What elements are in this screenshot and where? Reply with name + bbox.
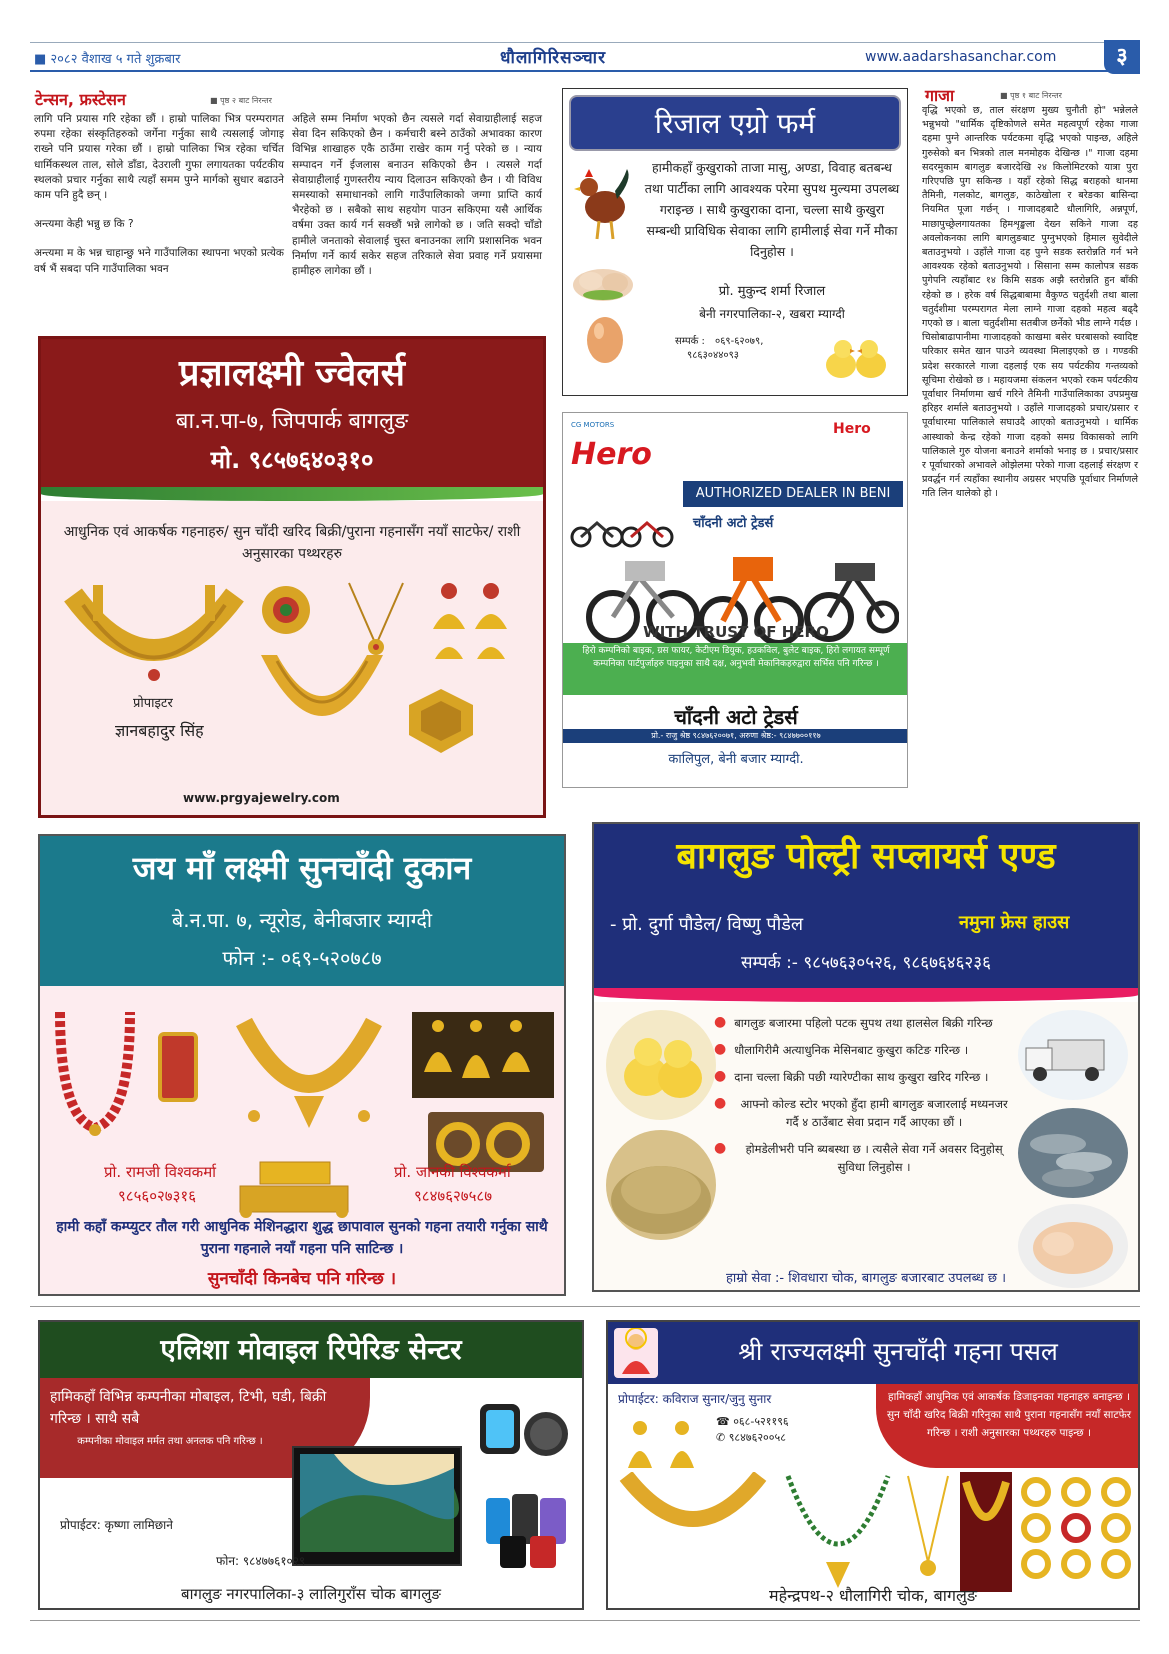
- ad-elisha-desc1: हामिकहाँ विभिन्न कम्पनीका मोबाइल, टिभी, घडी, बिक्री गरिन्छ । साथै सबै: [50, 1389, 327, 1427]
- article-title-right: गाजा: [925, 86, 955, 105]
- green-swoosh: [41, 487, 543, 501]
- list-item: ● धौलागिरीमै अत्याधुनिक मेसिनबाट कुखुरा कटिङ गरिन्छ ।: [714, 1041, 969, 1057]
- ad-rajya-prop: प्रोपाईटर: कविराज सुनार/जुनु सुनार: [618, 1392, 772, 1406]
- gold-earrings-image: [618, 1418, 706, 1478]
- article-left-col1: [34, 112, 284, 291]
- continued-note-right: ■ पृष्ठ १ बाट निरन्तर: [1000, 91, 1062, 100]
- ad-poultry-bullets: [714, 1014, 1014, 1176]
- ad-poultry-contact: सम्पर्क :- ९८५७६३०५२६, ९८६७६४६२३६: [741, 953, 991, 973]
- gold-ring-image: [401, 685, 481, 759]
- ad-elisha-phone: फोन: ९८४७७६१०२९: [216, 1554, 306, 1568]
- hero-trust: WITH TRUST OF HERO: [643, 623, 829, 641]
- ad-poultry-subtitle: नमुना फ्रेस हाउस: [959, 912, 1070, 933]
- gold-rings-grid-image: [1016, 1472, 1136, 1582]
- ad-poultry-title: बागलुङ पोल्ट्री सप्लायर्स एण्ड: [676, 836, 1056, 877]
- gold-bars-image: [230, 1156, 358, 1218]
- divider: [30, 1306, 1140, 1307]
- continued-note-left: ■ पृष्ठ २ बाट निरन्तर: [210, 96, 272, 105]
- hero-shop-top: चाँदनी अटो ट्रेडर्स: [693, 516, 774, 531]
- smartphones-image: [482, 1492, 574, 1572]
- bullet-dot-icon: ●: [714, 1014, 727, 1030]
- gold-necklace-image: [63, 585, 245, 695]
- article-paragraph: लागि पनि प्रयास गरि रहेका छौं । हाम्रो पालिका भित्र परम्परागत रुपमा रहेका संस्कृतिहरुको जर्गेना गर्नुका साथै त्यसलाई जोगाइ राख्ने पनि प्रयास गरेका छौं । हाम्रो पालिका भित्र रहेका चर्चित धार्मिकस्थल ताल, सोले डाँडा, देउराली गुफा लगायतका पर्यटकीय स्थलको प्रचार गर्नुका साथै त्यहाँ समम पुग्ने मार्गको सुधार बढाउने काम पनि हुदै छन् ।: [34, 113, 284, 202]
- ad-jaymaa-title: जय माँ लक्ष्मी सुनचाँदी दुकान: [132, 849, 472, 887]
- hero-shop-name: चाँदनी अटो ट्रेडर्स: [674, 705, 798, 729]
- hero-logo: Hero: [571, 437, 652, 472]
- bullet-dot-icon: ●: [714, 1068, 727, 1084]
- coral-necklace-image: [50, 1008, 140, 1138]
- ad-elisha-prop: प्रोपाईटर: कृष्णा लामिछाने: [60, 1518, 173, 1532]
- bullet-dot-icon: ●: [714, 1041, 727, 1057]
- ad-pragya-address: बा.न.पा-७, जिपपार्क बागलुङ: [175, 409, 409, 434]
- article-left-col2: [292, 112, 542, 293]
- pink-swoosh: [594, 988, 1138, 1002]
- ad-baglung-poultry: [592, 822, 1140, 1292]
- list-item: ● होमडेलीभरी पनि ब्यबस्था छ । त्यसैले सेवा गर्ने अवसर दिनुहोस् सुविधा लिनुहोस ।: [714, 1140, 1003, 1174]
- ad-poultry-footer: हाम्रो सेवा :- शिवधारा चोक, बागलुङ बजारबाट उपलब्ध छ ।: [725, 1271, 1006, 1286]
- smartwatch-image: [470, 1394, 574, 1474]
- article-subheading: अन्त्यमा केही भन्नु छ कि ?: [34, 218, 134, 231]
- rooster-image: [571, 163, 635, 243]
- ad-jaymaa-address: बे.न.पा. ७, न्यूरोड, बेनीबजार म्याग्दी: [171, 908, 433, 932]
- ad-jaymaa-prop2-name: प्रो. जानकी विश्वकर्मा: [394, 1163, 511, 1181]
- gold-necklace-set-image: [234, 1016, 384, 1136]
- feed-grains-image: [606, 1130, 716, 1240]
- hero-desc: हिरो कम्पनिको बाइक, ग्रस फायर, केटीएम डियुक, हउकविल, बुलेट बाइक, हिरो लगायत सम्पूर्ण कम्पनिका पार्टपुर्जाहरु पाइनुका साथै दक्ष, अनुभवी मेकानिकहरुद्वारा सर्भिस पनि गरिन्छ ।: [563, 643, 908, 695]
- ring-image: [259, 583, 313, 637]
- ad-elisha-desc2: कम्पनीका मोवाइल मर्मत तथा अनलक पनि गरिन्छ ।: [77, 1436, 263, 1447]
- ad-rajya-phone1: ☎ ०६८-५२११९६: [716, 1415, 789, 1428]
- article-paragraph: अन्त्यमा म के भन्न चाहान्छु भने गाउँपालिका स्थापना भएको प्रत्येक वर्ष भैं सबदा पनि गाउँपालिका भवन: [34, 247, 284, 275]
- ad-pragya-prop-name: ज्ञानबहादुर सिंह: [115, 721, 204, 740]
- website-link[interactable]: www.aadarshasanchar.com: [865, 49, 1057, 65]
- hero-logo-small: Hero: [833, 421, 871, 437]
- list-item: ● बागलुङ बजारमा पहिलो पटक सुपथ तथा हालसेल बिक्री गरिन्छ: [714, 1014, 993, 1030]
- gold-choker-image: [257, 647, 387, 763]
- ad-pragya-phone: मो. ९८५७६४०३१०: [210, 446, 374, 474]
- ad-jaymaa-prop1-name: प्रो. रामजी विश्वकर्मा: [104, 1163, 217, 1181]
- ad-pragya-prop-label: प्रोपाइटर: [133, 696, 173, 711]
- mangalsutra-image: [778, 1472, 898, 1592]
- ad-rijal-phone2: ९८६३०४४०९३: [687, 350, 739, 361]
- ad-rijal-phone1: ०६९-६२०७९,: [715, 336, 764, 347]
- jewelry-display-image: [960, 1472, 1012, 1592]
- ad-hero-dealer: [562, 412, 908, 788]
- ad-jaymaa-footer: सुनचाँदी किनबेच पनि गरिन्छ ।: [207, 1269, 397, 1289]
- ad-rijal-title: रिजाल एग्रो फर्म: [569, 95, 901, 151]
- ad-rajya-desc: हामिकहाँ आधुनिक एवं आकर्षक डिजाइनका गहनाहरु बनाइन्छ । सुन चाँदी खरिद बिक्री गरिनुका साथै पुराना गहनासँग नयाँ साटफेर गरिन्छ । राशी अनुसारका पथ्थरहरु पाइन्छ ।: [886, 1391, 1132, 1439]
- list-item: ● दाना चल्ला बिक्री पछी ग्यारेण्टीका साथ कुखुरा खरिद गरिन्छ ।: [714, 1068, 989, 1084]
- newspaper-logo: धौलागिरिसञ्चार: [500, 48, 607, 68]
- ad-pragya-jewellers: [38, 336, 546, 818]
- chicks-circle-image: [606, 1010, 716, 1120]
- bullet-dot-icon: ●: [714, 1095, 727, 1111]
- fish-image: [1018, 1108, 1128, 1198]
- ad-jaymaa-laxmi: [38, 834, 566, 1296]
- ad-jaymaa-prop2-phone: ९८४७६२७५८७: [414, 1187, 493, 1205]
- ad-rijal-body: हामीकहाँ कुखुराको ताजा मासु, अण्डा, विवाह बतबन्ध तथा पार्टीका लागि आवश्यक परेमा सुपथ मुल्यमा उपलब्ध गराइन्छ । साथै कुखुराका दाना, चल्ला साथै कुखुरा सम्बन्धी प्राविधिक सेवाका लागि हामीलाई सेवा गर्ने मौका दिनुहोस ।: [644, 160, 900, 259]
- ad-rajya-phone2: ✆ ९८४७६२००५८: [716, 1431, 786, 1444]
- ad-jaymaa-prop1-phone: ९८५६०२७३१६: [118, 1187, 197, 1205]
- tv-image: [292, 1446, 462, 1566]
- ad-rijal-contact-label: सम्पर्क :: [675, 336, 705, 347]
- article-right-body: वृद्धि भएको छ, ताल संरक्षण मुख्य चुनौती हो" भन्नेलले भन्नुभयो "धार्मिक दृष्टिकोणले समेत महत्वपूर्ण रहेका गाजा दहमा पुग्ने आन्तरिक पर्यटकमा वृद्धि भएको पाइन्छ, अहिले गुरुसेको बन भित्रको ताल मनमोहक देखिन्छ ।" गाजा दहमा सदरमुकाम बागलुङ बजारदेखि २४ किलोमिटरको यात्रा पुरा गरिएपछि पुग सकिन्छ । यहाँ रहेको सिद्ध बराहको थानमा तैमिनी, गलकोट, बागलुङ, काठेखोला र बरेङका बासिन्दा नियमित पूजा गर्छन् । गाजादहबाटै धौलागिरि, अन्नपूर्ण, माछापुच्छ्रेलगायतका हिमशृङ्खला देख्न सकिने गाजा दह अवलोकनका लागि बागलुङबाट पुग्नुभएको हिमाल सुवेदीले बताउनुभयो । उहाँले गाजा दह पुग्ने सडक स्तरोन्नति गर्न भने आवश्यक रहेको बताउनुभयो । सिसाना सम्म कालोपत्र सडक पुगेपनि त्यहाँबाट १४ किमि सडक अझै स्तरोन्नति हुन बाँकी रहेको छ । हरेक वर्ष सिद्धबाबामा वैकुण्ठ चतुर्दशी तथा बाला चतुर्दशीमा परम्परागत मेला लाग्ने गाजा दहको महत्व बढ्दै गएको छ । बाला चतुर्दशीमा सतबीज छर्नेको भीड लाग्ने गर्दछ । चिसोबाढापानीमा गाजादहको काखमा बसेर घरबासको स्वादिष्ट परिकार समेत खान पाउने व्यवस्था मिलाइएको छ । गण्डकी प्रदेश सरकारले गाजा दहलाई एक सय पर्यटकीय गन्तव्यको सूचिमा रोखेको छ । महायजमा संकलन भएको रकम पर्यटकीय पूर्वाधार निर्माणमा खर्च गरिने तैमिनी गाउँपालिकाका उपप्रमुख हरिहर शर्माले बताउनुभयो । उहाँले गाजादहको प्रचार/प्रसार र पूर्वाधारमा पालिकाले सघाउदै आएको बताउनुभयो । धार्मिक आस्थाको केन्द्र रहेको गाजा दहको समग्र विकासको लागि पालिकाले गुरु योजना बनाउने शर्माको भनाइ छ । प्रचार/प्रसार र पूर्वाधारको अभावले ओझेलमा परेको गाजा दहलाई संरक्षण र प्रवर्द्धन गर्न त्यहाँका स्थानीय अग्रसर भएपछि पूर्वाधार निर्माणले गति लिन थालेको हो ।: [922, 105, 1138, 500]
- ad-poultry-owners: - प्रो. दुर्गा पौडेल/ विष्णु पौडेल: [610, 914, 804, 935]
- hero-address: कालिपुल, बेनी बजार म्याग्दी.: [668, 752, 804, 767]
- article-paragraph: अहिले सम्म निर्माण भएको छैन त्यसले गर्दा सेवाग्राहीलाई सहज सेवा दिन सकिएको छैन । कर्मचारी बस्ने ठाउँको अभावका कारण विभिन्न शाखाहरु एकै ठाउँमा राखेर काम गर्नु परेको छ । न्याय सम्पादन गर्ने ईजलास बनाउन सकिएको छैन । त्यसले गर्दा सेवाग्राहीलाई गुणस्तरीय न्याय दिलाउन सकिएको छैन । यी विविध समस्याको समाधानको लागि गाउँपालिकाको जग्गा प्राप्ति कार्य भैरहेको छ । सबैको साथ सहयोग पाउन सकिएमा यसै आर्थिक वर्षमा उक्त कार्य गर्न सक्छौं भन्ने लागेको छ । जति सक्दो चाँडो हामीले जनताको सेवालाई चुस्त बनाउनका लागि प्रशासनिक भवन निर्माण गर्ने कार्य सकेर सहज तरिकाले सेवा प्रवाह गर्ने प्रयासमा हामीहरु लागेका छौं ।: [292, 113, 542, 278]
- chicks-image: [821, 333, 891, 383]
- page-number: ३: [1104, 40, 1140, 74]
- list-item: ● आफ्नो कोल्ड स्टोर भएको हुँदा हामी बागलुङ बजारलाई मध्यनजर गर्दै ४ ठाउँबाट सेवा प्रदान गर्दै आएका छौं ।: [714, 1095, 1008, 1129]
- hero-contacts: प्रो.- राजु श्रेष्ठ ९८४७६२००७१, अरुणा श्रेष्ठ:- ९८४७७००११७: [563, 729, 908, 743]
- article-title-left: टेन्सन, फ्रस्टेसन: [35, 90, 126, 109]
- gold-earrings-photo: [412, 1012, 554, 1098]
- ad-jaymaa-phone: फोन :- ०६९-५२०७८७: [222, 946, 382, 970]
- ad-pragya-title: प्रज्ञालक्ष्मी ज्वेलर्स: [178, 353, 406, 394]
- ad-rajya-laxmi: [606, 1320, 1140, 1610]
- ad-rajya-title: श्री राज्यलक्ष्मी सुनचाँदी गहना पसल: [738, 1337, 1058, 1366]
- ad-rijal-address: बेनी नगरपालिका-२, खबरा म्याग्दी: [699, 307, 845, 321]
- ad-rijal-agro: [562, 88, 908, 396]
- hero-dealer-badge: AUTHORIZED DEALER IN BENI: [683, 481, 903, 507]
- ad-elisha-title: एलिशा मोवाइल रिपेरिङ सेन्टर: [160, 1333, 462, 1366]
- divider: [30, 1620, 1140, 1621]
- ad-pragya-website[interactable]: www.prgyajewelry.com: [183, 791, 340, 805]
- ad-elisha-mobile: [38, 1320, 584, 1610]
- gold-necklace-image-2: [618, 1472, 768, 1552]
- header-date: ■ २०८२ वैशाख ५ गते शुक्रबार: [34, 52, 181, 67]
- pendant-image: [898, 1472, 958, 1592]
- ad-rijal-proprietor: प्रो. मुकुन्द शर्मा रिजाल: [718, 284, 826, 299]
- coral-bangle-image: [158, 1032, 198, 1102]
- chicken-meat-image: [569, 255, 637, 305]
- ad-jaymaa-desc: हामी कहाँ कम्प्युटर तौल गरी आधुनिक मेशिनद्धारा शुद्ध छापावाल सुनको गहना तयारी गर्नुका साथै पुराना गहनाले नयाँ गहना पनि साटिन्छ ।: [56, 1219, 548, 1257]
- laxmi-goddess-image: [614, 1328, 658, 1378]
- jhumka-earrings-image: [425, 579, 515, 679]
- ad-rajya-address: महेन्द्रपथ-२ धौलागिरी चोक, बागलुङ: [769, 1586, 977, 1605]
- ad-elisha-address: बागलुङ नगरपालिका-३ लालिगुराँस चोक बागलुङ: [181, 1585, 441, 1603]
- egg-image: [585, 311, 625, 365]
- truck-image: [1018, 1010, 1128, 1100]
- bullet-dot-icon: ●: [714, 1140, 727, 1156]
- page-header: [30, 42, 1140, 72]
- hero-sub-brand: CG MOTORS: [571, 421, 615, 429]
- ad-pragya-desc: आधुनिक एवं आकर्षक गहनाहरु/ सुन चाँदी खरिद बिक्री/पुराना गहनासँग नयाँ साटफेर/ राशी अनुसारका पथ्थरहरु: [63, 524, 521, 562]
